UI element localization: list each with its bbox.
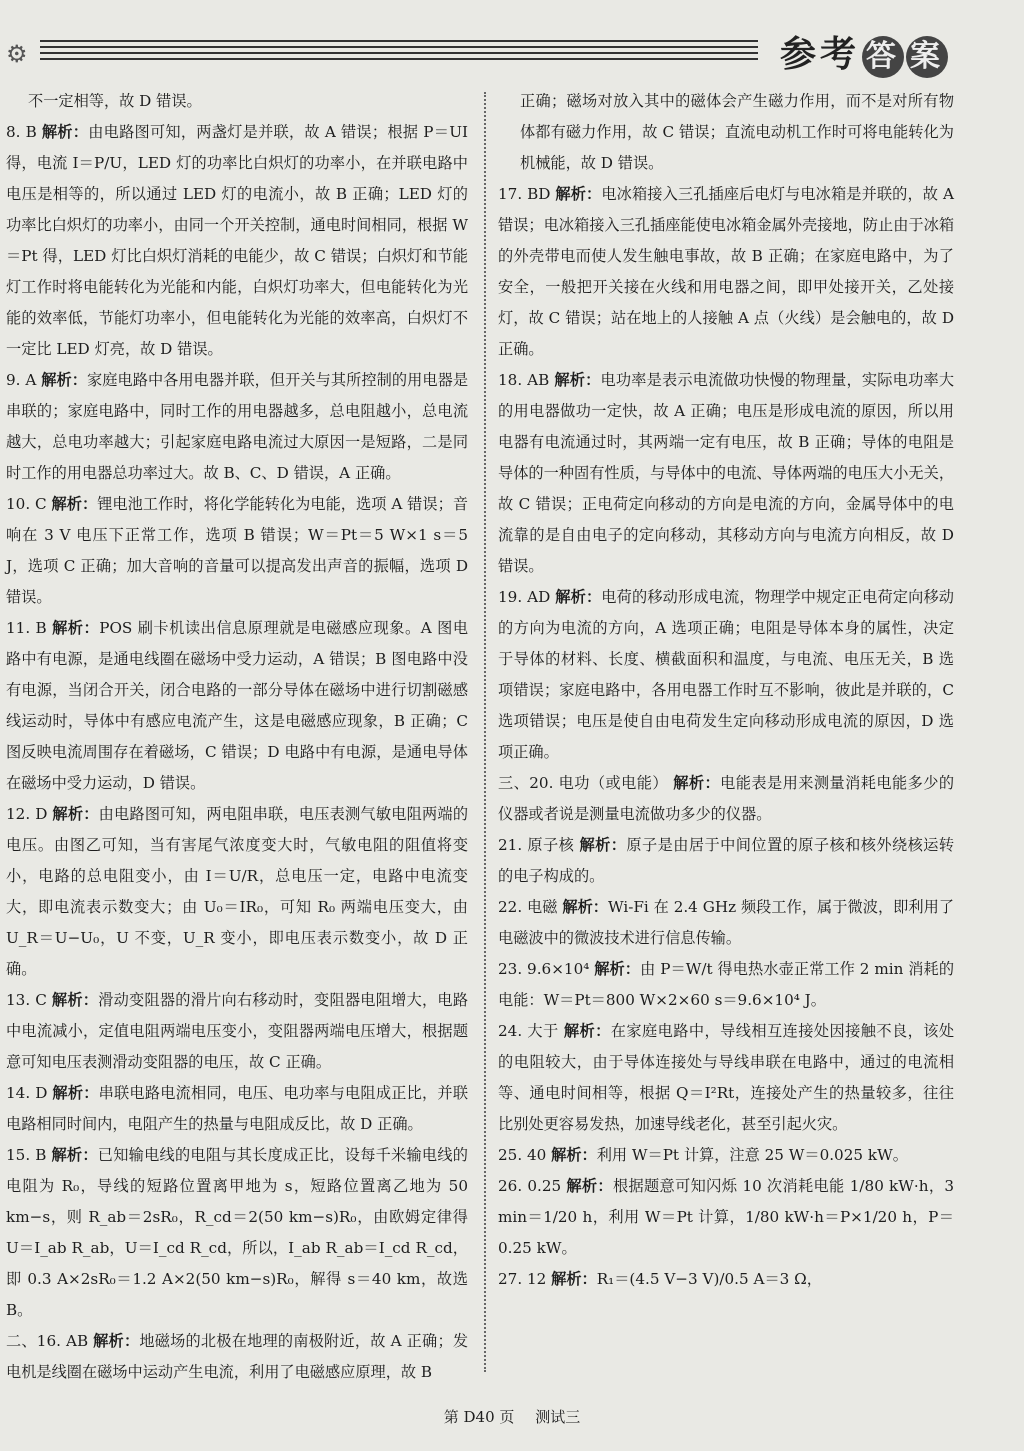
answer-item bbox=[498, 1171, 954, 1264]
answer-text: 原子是由居于中间位置的原子核和核外绕核运转的电子构成的。 bbox=[498, 836, 955, 885]
answer-label: 10. C bbox=[6, 495, 47, 513]
analysis-keyword: 解析： bbox=[52, 1084, 99, 1102]
analysis-keyword: 解析： bbox=[551, 1270, 597, 1288]
answer-label: 14. D bbox=[6, 1084, 48, 1102]
answer-label: 12. D bbox=[6, 805, 48, 823]
answer-label: 19. AD bbox=[498, 588, 551, 606]
answer-text: POS 刷卡机读出信息原理就是电磁感应现象。A 图电路中有电源，是通电线圈在磁场中受力运动，A 错误；B 图电路中没有电源，当闭合开关，闭合电路的一部分导体在磁场中进行切割磁感线运动时，导体中有感应电流产生，这是电磁感应现象，B 正确；C 图反映电流周围存在着磁场，C 错误；D 电路中有电源，是通电导体在磁场中受力运动，D 错误。 bbox=[6, 619, 469, 792]
analysis-keyword: 解析： bbox=[551, 1146, 597, 1164]
answer-text: 根据题意可知闪烁 10 次消耗电能 1/80 kW·h，3 min＝1/20 h，利用 W＝Pt 计算，1/80 kW·h＝P×1/20 h，P＝0.25 kW。 bbox=[498, 1177, 955, 1257]
answer-item bbox=[6, 489, 468, 613]
answer-text: 利用 W＝Pt 计算，注意 25 W＝0.025 kW。 bbox=[596, 1146, 908, 1164]
answer-text: Wi-Fi 在 2.4 GHz 频段工作，属于微波，即利用了电磁波中的微波技术进行信息传输。 bbox=[498, 898, 955, 947]
answer-text: 地磁场的北极在地理的南极附近，故 A 正确；发电机是线圈在磁场中运动产生电流，利用了电磁感应原理，故 B bbox=[6, 1332, 469, 1381]
answer-text: 已知输电线的电阻与其长度成正比，设每千米输电线的电阻为 R₀，导线的短路位置离甲地为 s，短路位置离乙地为 50 km−s，则 R_ab＝2sR₀，R_cd＝2(50 km−s)R₀，由欧姆定律得 U＝I_ab R_ab，U＝I_cd R_cd，所以，I_ab R_ab＝I_cd R_cd，即 0.3 A×2sR₀＝1.2 A×2(50 km−s)R₀，解得 s＝40 km，故选 B。 bbox=[6, 1146, 468, 1319]
analysis-keyword: 解析： bbox=[554, 371, 601, 389]
answer-text: 不一定相等，故 D 错误。 bbox=[28, 92, 202, 110]
answer-text: 电能表是用来测量消耗电能多少的仪器或者说是测量电流做功多少的仪器。 bbox=[498, 774, 955, 823]
answer-text: 滑动变阻器的滑片向右移动时，变阻器电阻增大，电路中电流减小，定值电阻两端电压变小，变阻器两端电压增大，根据题意可知电压表测滑动变阻器的电压，故 C 正确。 bbox=[6, 991, 469, 1071]
answer-text: 正确；磁场对放入其中的磁体会产生磁力作用，而不是对所有物体都有磁力作用，故 C 错误；直流电动机工作时可将电能转化为机械能，故 D 错误。 bbox=[520, 92, 954, 172]
answer-item bbox=[6, 1140, 468, 1326]
analysis-keyword: 解析： bbox=[41, 123, 89, 141]
analysis-keyword: 解析： bbox=[594, 960, 641, 978]
answer-item bbox=[498, 1016, 954, 1140]
answer-item bbox=[498, 582, 954, 768]
answer-item bbox=[6, 365, 468, 489]
answer-label: 24. 大于 bbox=[498, 1022, 559, 1040]
answer-label: 三、20. 电功（或电能） bbox=[498, 774, 668, 792]
answer-item bbox=[498, 1264, 954, 1295]
header-rule bbox=[40, 40, 758, 42]
analysis-keyword: 解析： bbox=[51, 1146, 98, 1164]
analysis-keyword: 解析： bbox=[51, 495, 98, 513]
answer-label: 8. B bbox=[6, 123, 37, 141]
answer-text: 电功率是表示电流做功快慢的物理量，实际电功率大的用电器做功一定快，故 A 正确；电压是形成电流的原因，所以用电器有电流通过时，其两端一定有电压，故 B 正确；导体的电阻是导体的一种固有性质，与导体中的电流、导体两端的电压大小无关，故 C 错误；正电荷定向移动的方向是电流的方向，金属导体中的电流靠的是自由电子的定向移动，其移动方向与电流方向相反，故 D 错误。 bbox=[498, 371, 955, 575]
answer-item bbox=[6, 799, 468, 985]
answer-text: 电冰箱接入三孔插座后电灯与电冰箱是并联的，故 A 错误；电冰箱接入三孔插座能使电冰箱金属外壳接地，防止由于冰箱的外壳带电而使人发生触电事故，故 B 正确；在家庭电路中，为了安全，一般把开关接在火线和用电器之间，即甲处接开关，乙处接灯，故 C 错误；站在地上的人接触 A 点（火线）是会触电的，故 D 正确。 bbox=[498, 185, 955, 358]
answer-item bbox=[498, 1140, 954, 1171]
header-title-accent-1: 答 bbox=[862, 36, 904, 78]
answer-text: 由电路图可知，两盏灯是并联，故 A 错误；根据 P＝UI 得，电流 I＝P/U，LED 灯的功率比白炽灯的功率小，在并联电路中电压是相等的，所以通过 LED 灯的电流小，故 B 正确；LED 灯的功率比白炽灯的功率小，由同一个开关控制，通电时间相同，根据 W＝Pt 得，LED 灯比白炽灯消耗的电能少，故 C 错误；白炽灯和节能灯工作时将电能转化为光能和内能，白炽灯功率大，但电能转化为光能的效率低，节能灯功率小，但电能转化为光能的效率高，白炽灯不一定比 LED 灯亮，故 D 错误。 bbox=[6, 123, 469, 358]
analysis-keyword: 解析： bbox=[563, 1022, 611, 1040]
answer-label: 11. B bbox=[6, 619, 47, 637]
answer-item bbox=[6, 1326, 468, 1388]
answer-label: 二、16. AB bbox=[6, 1332, 89, 1350]
analysis-keyword: 解析： bbox=[555, 588, 602, 606]
page-number: 第 D40 页 bbox=[443, 1408, 515, 1426]
answer-label: 22. 电磁 bbox=[498, 898, 558, 916]
answer-text: 由 P＝W/t 得电热水壶正常工作 2 min 消耗的电能：W＝Pt＝800 W×2×60 s＝9.6×10⁴ J。 bbox=[498, 960, 955, 1009]
analysis-keyword: 解析： bbox=[673, 774, 721, 792]
answer-text: 锂电池工作时，将化学能转化为电能，选项 A 错误；音响在 3 V 电压下正常工作，选项 B 错误；W＝Pt＝5 W×1 s＝5 J，选项 C 正确；加大音响的音量可以提高发出声音的振幅，选项 D 错误。 bbox=[6, 495, 469, 606]
answer-continuation bbox=[6, 86, 468, 117]
answer-label: 26. 0.25 bbox=[498, 1177, 562, 1195]
answer-label: 13. C bbox=[6, 991, 47, 1009]
answer-item bbox=[498, 892, 954, 954]
answer-label: 17. BD bbox=[498, 185, 551, 203]
analysis-keyword: 解析： bbox=[51, 991, 99, 1009]
left-column bbox=[6, 86, 468, 1388]
page-footer bbox=[0, 1406, 1024, 1427]
answer-label: 18. AB bbox=[498, 371, 550, 389]
analysis-keyword: 解析： bbox=[579, 836, 627, 854]
analysis-keyword: 解析： bbox=[93, 1332, 140, 1350]
analysis-keyword: 解析： bbox=[52, 619, 100, 637]
analysis-keyword: 解析： bbox=[52, 805, 99, 823]
answer-text: 家庭电路中各用电器并联，但开关与其所控制的用电器是串联的；家庭电路中，同时工作的用电器越多，总电阻越小，总电流越大，总电功率越大；引起家庭电路电流过大原因一是短路，二是同时工作的用电器总功率过大。故 B、C、D 错误，A 正确。 bbox=[6, 371, 469, 482]
answer-label: 21. 原子核 bbox=[498, 836, 575, 854]
answer-label: 27. 12 bbox=[498, 1270, 547, 1288]
answer-item bbox=[498, 365, 954, 582]
analysis-keyword: 解析： bbox=[566, 1177, 613, 1195]
gear-icon: ⚙ bbox=[6, 40, 28, 68]
answer-label: 9. A bbox=[6, 371, 37, 389]
answer-item bbox=[6, 985, 468, 1078]
header-rule bbox=[40, 58, 758, 60]
answer-item bbox=[498, 179, 954, 365]
answer-label: 25. 40 bbox=[498, 1146, 547, 1164]
answer-text: 在家庭电路中，导线相互连接处因接触不良，该处的电阻较大，由于导体连接处与导线串联在电路中，通过的电流相等、通电时间相等，根据 Q＝I²Rt，连接处产生的热量较多，往往比别处更容易发热，加速导线老化，甚至引起火灾。 bbox=[498, 1022, 955, 1133]
page-header bbox=[0, 0, 1024, 84]
header-rule bbox=[40, 52, 758, 54]
section-name: 测试三 bbox=[535, 1408, 581, 1426]
answer-text: R₁＝(4.5 V−3 V)/0.5 A＝3 Ω， bbox=[596, 1270, 822, 1288]
answer-label: 15. B bbox=[6, 1146, 47, 1164]
header-title-main: 参考 bbox=[780, 33, 861, 75]
header-title bbox=[780, 26, 948, 78]
answer-item bbox=[498, 768, 954, 830]
right-column bbox=[498, 86, 954, 1295]
answer-label: 23. 9.6×10⁴ bbox=[498, 960, 590, 978]
column-divider bbox=[484, 92, 486, 1372]
header-title-accent-2: 案 bbox=[906, 36, 948, 78]
answer-text: 电荷的移动形成电流，物理学中规定正电荷定向移动的方向为电流的方向，A 选项正确；电阻是导体本身的属性，决定于导体的材料、长度、横截面积和温度，与电流、电压无关，B 选项错误；家庭电路中，各用电器工作时互不影响，彼此是并联的，C 选项错误；电压是使自由电荷发生定向移动形成电流的原因，D 选项正确。 bbox=[498, 588, 954, 761]
header-rule bbox=[40, 46, 758, 48]
answer-item bbox=[498, 830, 954, 892]
analysis-keyword: 解析： bbox=[555, 185, 602, 203]
answer-item bbox=[6, 1078, 468, 1140]
analysis-keyword: 解析： bbox=[562, 898, 609, 916]
answer-continuation bbox=[498, 86, 954, 179]
answer-item bbox=[6, 117, 468, 365]
answer-item bbox=[498, 954, 954, 1016]
answer-text: 由电路图可知，两电阻串联，电压表测气敏电阻两端的电压。由图乙可知，当有害尾气浓度变大时，气敏电阻的阻值将变小，电路的总电阻变小，由 I＝U/R，总电压一定，电路中电流变大，即电流表示数变大；由 U₀＝IR₀，可知 R₀ 两端电压变大，由 U_R＝U−U₀，U 不变，U_R 变小，即电压表示数变小，故 D 正确。 bbox=[6, 805, 469, 978]
analysis-keyword: 解析： bbox=[41, 371, 87, 389]
answer-text: 串联电路电流相同，电压、电功率与电阻成正比，并联电路相同时间内，电阻产生的热量与电阻成反比，故 D 正确。 bbox=[6, 1084, 469, 1133]
answer-item bbox=[6, 613, 468, 799]
